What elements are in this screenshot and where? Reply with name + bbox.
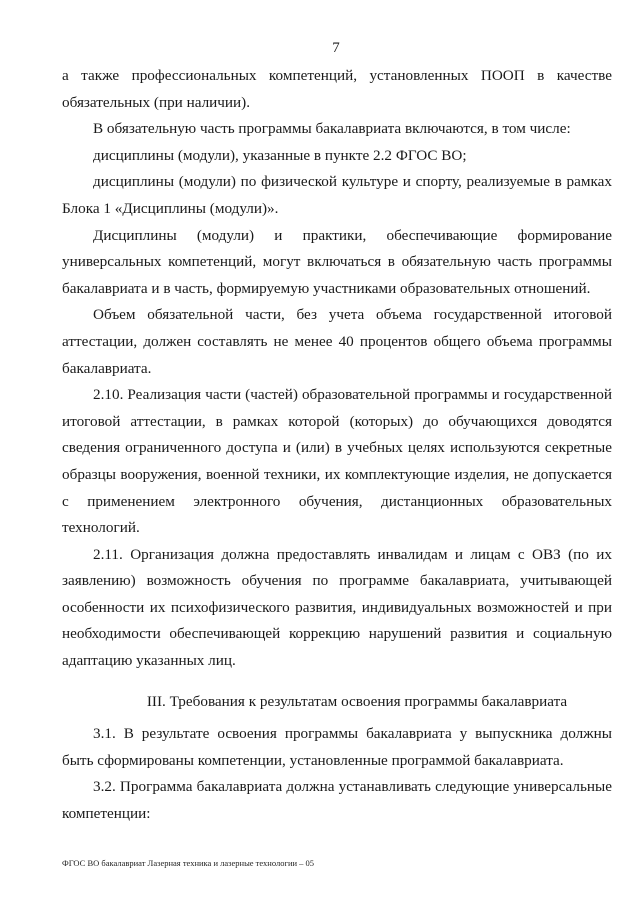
paragraph: дисциплины (модули), указанные в пункте 2.2 ФГОС ВО; xyxy=(93,146,467,164)
paragraph: Объем обязательной части, без учета объема государственной итоговой аттестации, должен составлять не менее 40 процентов общего объема программы бакалавриата. xyxy=(62,306,612,377)
document-body xyxy=(62,63,612,828)
paragraph: 2.10. Реализация части (частей) образовательной программы и государственной итоговой аттестации, в рамках которой (которых) до обучающихся доводятся сведения ограниченного доступа и (или) в учебных целях используются секретные образцы вооружения, военной техники, их комплектующие изделия, не допускается с применением электронного обучения, дистанционных образовательных технологий. xyxy=(62,386,612,537)
paragraph: 3.2. Программа бакалавриата должна устанавливать следующие универсальные компетенции: xyxy=(62,778,612,823)
page-number: 7 xyxy=(332,40,340,56)
paragraph: В обязательную часть программы бакалавриата включаются, в том числе: xyxy=(93,120,571,138)
page-footer: ФГОС ВО бакалавриат Лазерная техника и лазерные технологии – 05 xyxy=(62,858,315,868)
paragraph: а также профессиональных компетенций, установленных ПООП в качестве обязательных (при наличии). xyxy=(62,67,612,111)
section-heading: III. Требования к результатам освоения программы бакалавриата xyxy=(146,692,568,710)
paragraph: Дисциплины (модули) и практики, обеспечивающие формирование универсальных компетенций, могут включаться в обязательную часть программы бакалавриата и в часть, формируемую участниками образовательных отношений. xyxy=(62,226,612,297)
paragraph: 2.11. Организация должна предоставлять инвалидам и лицам с ОВЗ (по их заявлению) возможность обучения по программе бакалавриата, учитывающей особенности их психофизического развития, индивидуальных возможностей и при необходимости обеспечивающей коррекцию нарушений развития и социальную адаптацию указанных лиц. xyxy=(62,545,612,670)
paragraph: дисциплины (модули) по физической культуре и спорту, реализуемые в рамках Блока 1 «Дисциплины (модули)». xyxy=(62,173,612,217)
paragraph: 3.1. В результате освоения программы бакалавриата у выпускника должны быть сформированы компетенции, установленные программой бакалавриата. xyxy=(62,725,612,769)
